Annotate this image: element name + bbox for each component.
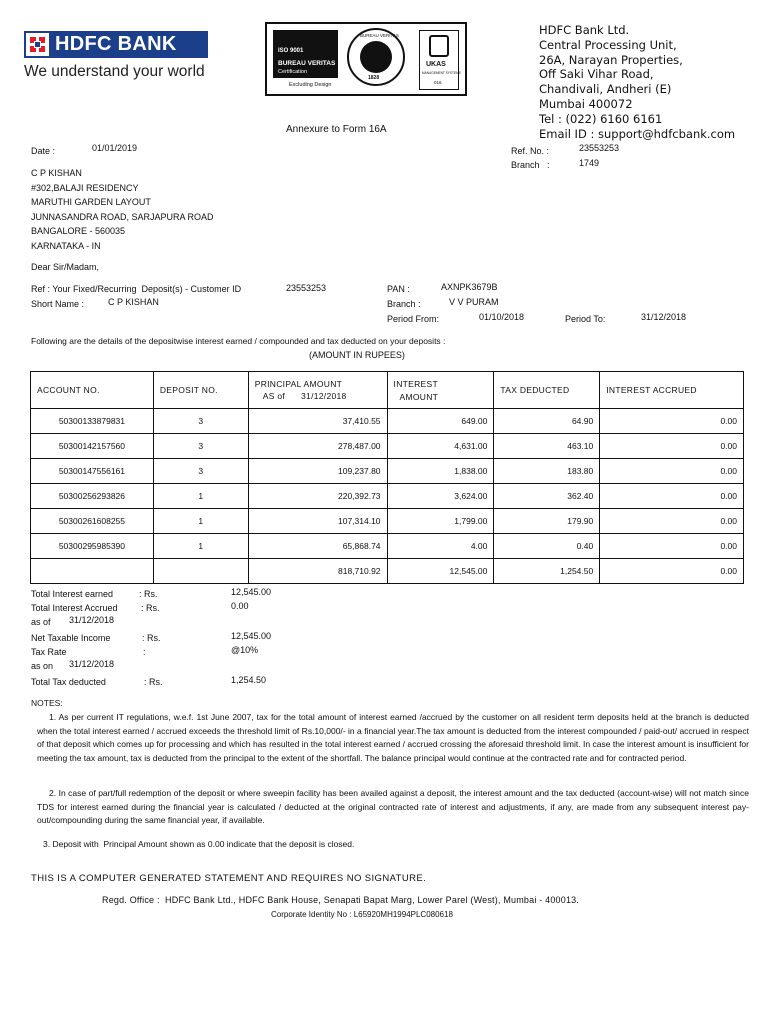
total-interest-earned: 12,545.00 [231,587,272,597]
net-taxable-income: 12,545.00 [231,631,272,641]
hdfc-logo [24,31,208,58]
short-name: C P KISHAN [108,297,159,307]
note-3: 3. Deposit with Principal Amount shown as 0.00 indicate that the deposit is closed. [43,839,355,849]
branch-code: 1749 [579,158,600,168]
period-to-value: 31/12/2018 [641,312,687,322]
date-label: Date : [31,146,56,156]
col-account: ACCOUNT NO. [31,372,154,409]
certification-badge: ISO 9001 BUREAU VERITAS Certification Excluding Design BUREAU VERITAS 1828 UKAS MANAGEMENT SYSTEMS 016 [265,22,467,96]
salutation: Dear Sir/Madam, [31,262,100,272]
total-accrued: 0.00 [600,559,744,584]
period-from-value: 01/10/2018 [479,312,525,322]
col-deposit: DEPOSIT NO. [153,372,248,409]
ref-branch-value: V V PURAM [449,297,499,307]
customer-id: 23553253 [286,283,327,293]
hdfc-logo-icon [26,33,49,56]
registered-office: Regd. Office : HDFC Bank Ltd., HDFC Bank House, Senapati Bapat Marg, Lower Parel (West), Mumbai - 400013. [102,895,580,905]
deposit-table [30,371,744,584]
note-2: 2. In case of part/full redemption of the deposit or where sweepin facility has been availed against a deposit, the interest amount and the tax deducted (account-wise) will not match since TDS for interest earned during the financial year is calculated / deducted at the original contracted rate of interest and adjustments, if any, are made from any subsequent interest pay-out/compounding during the same financial year, if available. [37,788,749,825]
col-interest: INTEREST AMOUNT [387,372,494,409]
col-accrued: INTEREST ACCRUED [600,372,744,409]
total-tax-deducted: 1,254.50 [231,675,267,685]
period-from-label: Period From: [387,314,440,324]
total-principal: 818,710.92 [248,559,387,584]
table-row: 50300133879831 3 37,410.55 649.00 64.90 0.00 [31,409,744,434]
table-row: 50300147556161 3 109,237.80 1,838.00 183.80 0.00 [31,459,744,484]
bank-email: Email ID : support@hdfcbank.com [539,126,736,141]
ref-branch-label: Branch : [387,299,421,309]
total-tax: 1,254.50 [494,559,600,584]
pan-value: AXNPK3679B [441,282,498,292]
bureau-veritas-seal-icon: BUREAU VERITAS 1828 [347,28,405,86]
intro-text: Following are the details of the depositwise interest earned / compounded and tax deducted on your deposits : [31,336,446,346]
table-row: 50300261608255 1 107,314.10 1,799.00 179.90 0.00 [31,509,744,534]
ref-no-value: 23553253 [579,143,620,153]
ref-label: Ref : Your Fixed/Recurring Deposit(s) - Customer ID [31,284,242,294]
pan-label: PAN : [387,284,410,294]
col-principal: PRINCIPAL AMOUNT AS of 31/12/2018 [248,372,387,409]
table-total-row [31,559,744,584]
customer-name: C P KISHAN [31,168,82,178]
table-header-row [31,372,744,409]
total-interest-accrued: 0.00 [231,601,249,611]
bank-address: HDFC Bank Ltd. Central Processing Unit, 26A, Narayan Properties, Off Saki Vihar Road, Chandivali, Andheri (E) Mumbai 400072 Tel : (022) 6160 6161 Email ID : support@hdfcbank.com [539,23,736,141]
logo-text: HDFC BANK [55,33,177,55]
col-tax: TAX DEDUCTED [494,372,600,409]
period-to-label: Period To: [565,314,606,324]
table-row: 50300256293826 1 220,392.73 3,624.00 362.40 0.00 [31,484,744,509]
note-1: 1. As per current IT regulations, w.e.f. 1st June 2007, tax for the total amount of interest earned /accrued by the customer on all resident term deposits held at the branch is deducted when the total interest earned / accrued exceeds the threshold limit of Rs.10,000/- in a financial year.The tax amount is deducted from the interest compounded / paid-out/ accrued in respect of that deposit which comes up for processing and which has resulted in the total interest earned / accrued crossing the aforesaid threshold limit. In case the interest amount is insufficient for meeting the tax amount, tax is deducted from the principal to the extent of the shortfall. The balance principal would continue at the contracted rate and for contracted period. [37,712,749,763]
customer-address: C P KISHAN #302,BALAJI RESIDENCY MARUTHI GARDEN LAYOUT JUNNASANDRA ROAD, SARJAPURA ROAD BANGALORE - 560035 KARNATAKA - IN [31,168,214,251]
ukas-mark-icon: UKAS MANAGEMENT SYSTEMS 016 [419,30,459,90]
document-title: Annexure to Form 16A [286,124,387,135]
table-row: 50300142157560 3 278,487.00 4,631.00 463.10 0.00 [31,434,744,459]
short-name-label: Short Name : [31,299,85,309]
computer-generated-note: THIS IS A COMPUTER GENERATED STATEMENT AND REQUIRES NO SIGNATURE. [31,873,427,884]
date-value: 01/01/2019 [92,143,138,153]
logo-tagline: We understand your world [24,63,205,80]
ref-no-label: Ref. No. : [511,146,550,156]
amount-note: (AMOUNT IN RUPEES) [309,350,405,360]
notes-heading: NOTES: [31,698,63,708]
table-row: 50300295985390 1 65,868.74 4.00 0.40 0.00 [31,534,744,559]
bureau-veritas-panel: ISO 9001 BUREAU VERITAS Certification [273,30,338,78]
total-interest: 12,545.00 [387,559,494,584]
corporate-identity: Corporate Identity No : L65920MH1994PLC080618 [271,910,453,919]
tax-rate: @10% [231,645,259,655]
branch-label: Branch : [511,160,550,170]
